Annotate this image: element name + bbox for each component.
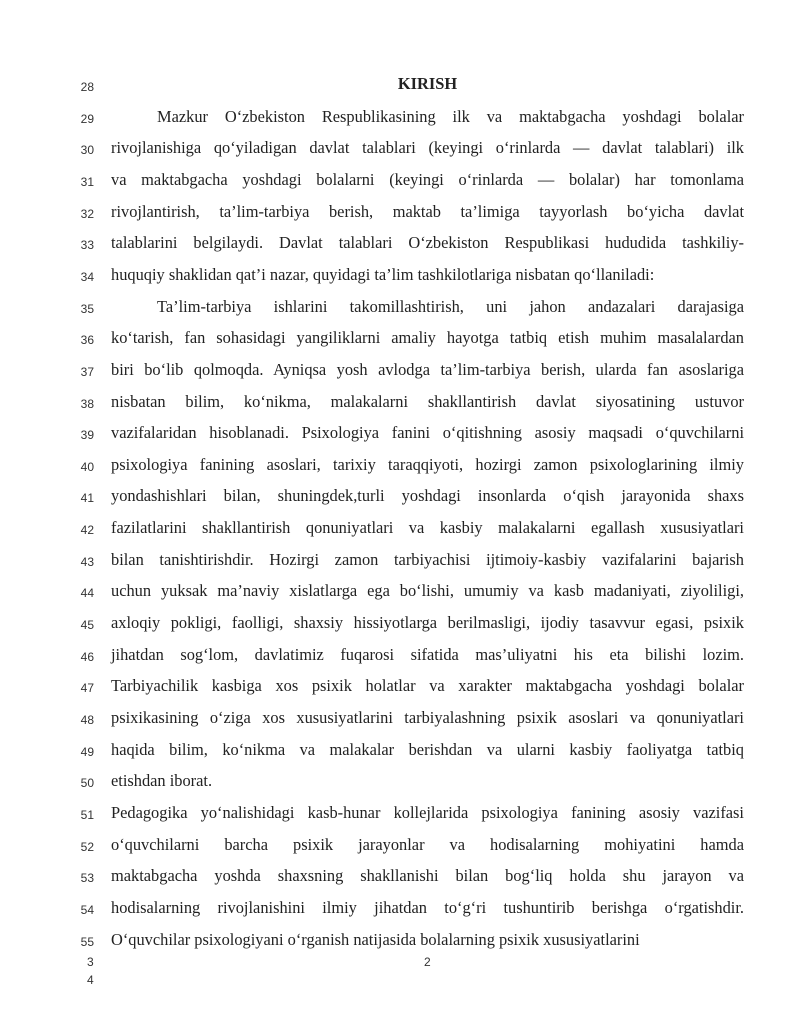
line-number: 34 (80, 269, 94, 284)
line-number: 47 (80, 681, 94, 696)
text-line: o‘quvchilarni barcha psixik jarayonlar va hodisalarning mohiyatini hamda (111, 834, 744, 854)
line-number: 48 (80, 713, 94, 727)
text-line: O‘quvchilar psixologiyani o‘rganish natijasida bolalarning psixik xususiyatlarini (111, 929, 640, 949)
text-line: bilan tanishtirishdir. Hozirgi zamon tarbiyachisi ijtimoiy-kasbiy vazifalarini bajarish (111, 549, 744, 569)
text-line: haqida bilim, ko‘nikma va malakalar berishdan va ularni kasbiy faoliyatga tatbiq (111, 739, 744, 759)
section-title: KIRISH (397, 74, 458, 93)
text-line: axloqiy pokligi, faolligi, shaxsiy hissiyotlarga berilmasligi, ijodiy tasavvur egasi, psixik (111, 613, 744, 633)
footer-left-number-top: 3 (87, 955, 94, 969)
text-line: psixikasining o‘ziga xos xususiyatlarini tarbiyalashning psixik asoslari va qonuniyatlari (111, 708, 744, 727)
text-line: jihatdan sog‘lom, davlatimiz fuqarosi sifatida mas’uliyatni his eta bilishi lozim. (111, 644, 744, 664)
text-line: huquqiy shaklidan qat’i nazar, quyidagi ta’lim tashkilotlariga nisbatan qo‘llaniladi: (111, 264, 655, 284)
text-line: maktabgacha yoshda shaxsning shakllanishi bilan bog‘liq holda shu jarayon va (111, 866, 744, 886)
line-number: 33 (80, 238, 94, 253)
text-line: nisbatan bilim, ko‘nikma, malakalarni shakllantirish davlat siyosatining ustuvor (111, 391, 744, 411)
line-number: 38 (80, 396, 94, 411)
text-line: rivojlanishiga qo‘yiladigan davlat talablari (keyingi o‘rinlarda — davlat talablari) ilk (111, 138, 744, 158)
line-number: 41 (80, 491, 94, 506)
line-number: 36 (80, 333, 94, 348)
line-number: 28 (80, 80, 94, 94)
text-line: yondashishlari bilan, shuningdek,turli yoshdagi insonlarda o‘qish jarayonida shaxs (111, 486, 744, 506)
text-line: fazilatlarini shakllantirish qonuniyatlari va kasbiy malakalarni egallash xususiyatlari (111, 518, 744, 538)
text-line: Ta’lim-tarbiya ishlarini takomillashtirish, uni jahon andazalari darajasiga (157, 296, 744, 316)
footer-left-number-bottom: 4 (87, 973, 94, 987)
line-number: 35 (80, 301, 94, 316)
text-line: psixologiya fanining asoslari, tarixiy taraqqiyoti, hozirgi zamon psixologlarining ilmiy (111, 454, 744, 474)
line-number: 39 (80, 428, 94, 443)
text-line: talablarini belgilaydi. Davlat talablari O‘zbekiston Respublikasi hududida tashkiliy- (111, 233, 744, 253)
line-number: 55 (80, 934, 94, 949)
line-number: 43 (80, 554, 94, 569)
text-line: va maktabgacha yoshdagi bolalarni (keyingi o‘rinlarda — bolalar) har tomonlama (111, 169, 744, 189)
text-line: hodisalarning rivojlanishini ilmiy jihatdan to‘g‘ri tushuntirib berishga o‘rgatishdir. (111, 897, 744, 917)
line-number: 51 (80, 807, 94, 822)
line-number: 29 (80, 111, 94, 126)
line-number: 44 (80, 586, 94, 601)
line-number: 46 (80, 649, 94, 664)
line-number: 49 (80, 744, 94, 759)
line-number: 32 (80, 206, 94, 221)
line-number: 54 (80, 902, 94, 917)
text-line: etishdan iborat. (111, 771, 213, 791)
line-number: 37 (80, 364, 94, 379)
text-line: rivojlantirish, ta’lim-tarbiya berish, maktab ta’limiga tayyorlash bo‘yicha davlat (111, 201, 744, 221)
text-line: Pedagogika yo‘nalishidagi kasb-hunar kollejlarida psixologiya fanining asosiy vazifasi (111, 802, 744, 822)
line-number: 52 (80, 839, 94, 854)
line-number: 31 (80, 174, 94, 189)
text-line: Tarbiyachilik kasbiga xos psixik holatlar va xarakter maktabgacha yoshdagi bolalar (111, 676, 744, 696)
page-number: 2 (424, 955, 431, 969)
text-line: vazifalaridan hisoblanadi. Psixologiya fanini o‘qitishning asosiy maqsadi o‘quvchilarni (111, 423, 744, 443)
line-number: 42 (80, 523, 94, 538)
line-number: 30 (80, 143, 94, 158)
text-line: ko‘tarish, fan sohasidagi yangiliklarni amaliy hayotga tatbiq etish muhim masalalardan (111, 328, 744, 348)
line-number: 53 (80, 871, 94, 886)
text-line: Mazkur O‘zbekiston Respublikasining ilk va maktabgacha yoshdagi bolalar (157, 106, 744, 126)
text-line: biri bo‘lib qolmoqda. Ayniqsa yosh avlodga ta’lim-tarbiya berish, ularda fan asoslariga (111, 359, 744, 379)
text-line: uchun yuksak ma’naviy xislatlarga ega bo‘lishi, umumiy va kasb madaniyati, ziyoliligi, (111, 581, 744, 601)
line-number: 40 (80, 459, 94, 474)
line-number: 45 (80, 618, 94, 633)
line-number: 50 (80, 776, 94, 791)
